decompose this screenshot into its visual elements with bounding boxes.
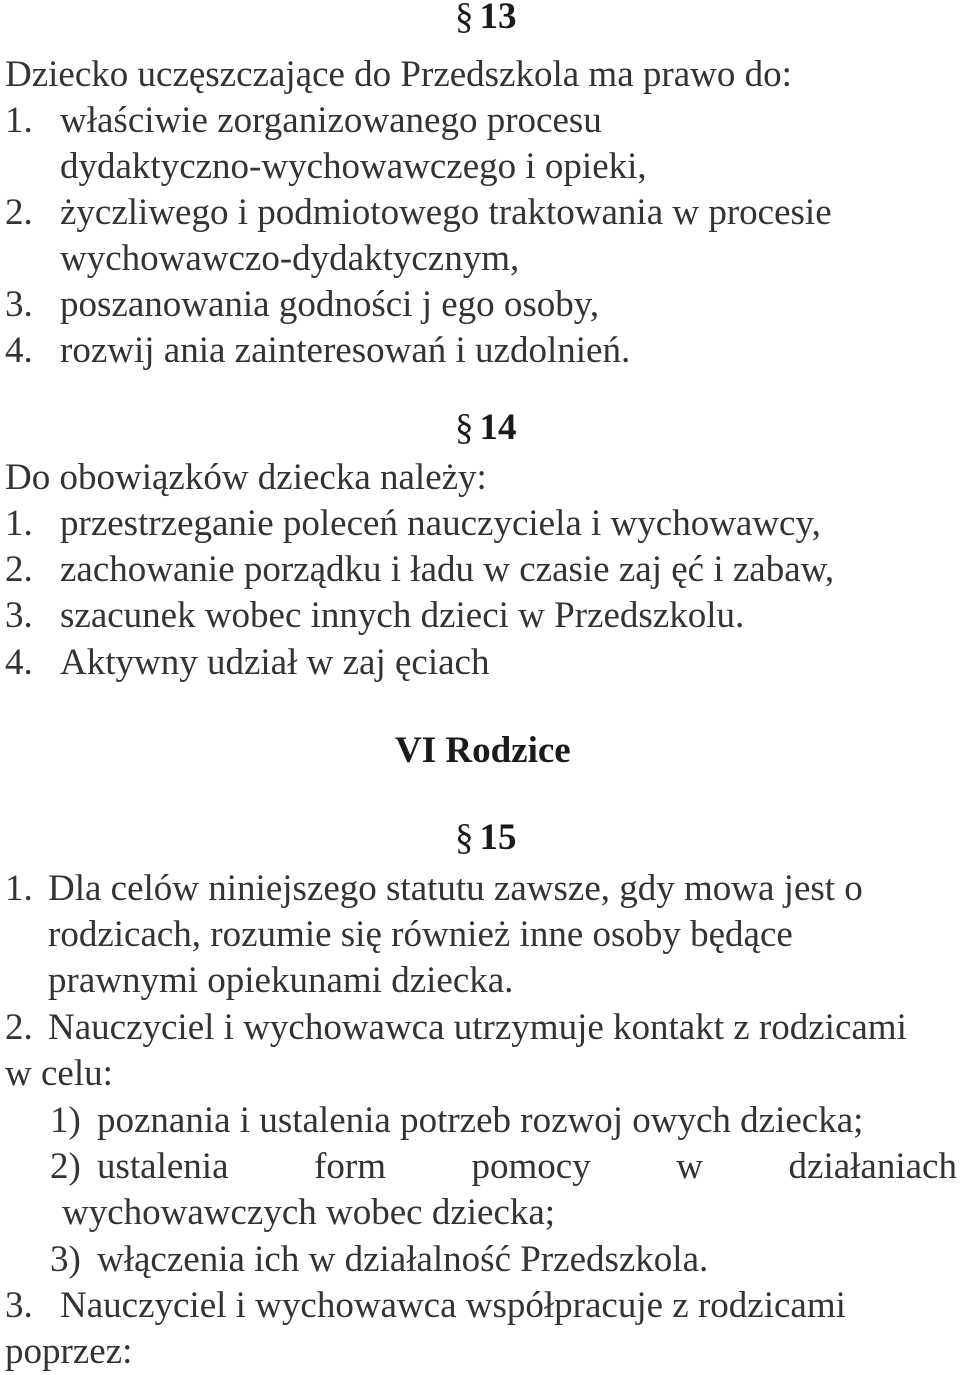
list-text: poszanowania godności j ego osoby, xyxy=(60,284,600,325)
word: form xyxy=(314,1146,386,1187)
paragraph-1 xyxy=(5,866,863,912)
list-number: 2. xyxy=(5,192,33,233)
section-symbol: § xyxy=(455,817,474,858)
chapter-title: VI Rodzice xyxy=(395,730,571,771)
list-text: przestrzeganie poleceń nauczyciela i wychowawcy, xyxy=(60,503,821,544)
list-item xyxy=(5,501,821,547)
list-text: właściwie zorganizowanego procesu xyxy=(60,100,602,141)
section-13-heading xyxy=(455,0,517,40)
section-symbol: § xyxy=(455,0,474,37)
section-symbol: § xyxy=(455,407,474,448)
sub-list-number: 2) xyxy=(50,1146,81,1187)
paragraph-number: 1. xyxy=(5,868,33,909)
list-number: 1. xyxy=(5,100,33,141)
sub-list-number: 1) xyxy=(50,1100,81,1141)
section-number: 15 xyxy=(479,817,517,858)
sub-list-text: włączenia ich w działalność Przedszkola. xyxy=(97,1239,709,1280)
list-number: 4. xyxy=(5,330,33,371)
list-item-continuation: dydaktyczno-wychowawczego i opieki, xyxy=(60,146,647,187)
sub-list-item xyxy=(50,1098,863,1144)
section-number: 13 xyxy=(479,0,517,37)
list-item xyxy=(5,190,832,236)
paragraph-2-line: w celu: xyxy=(5,1053,113,1094)
sub-list-item xyxy=(50,1237,708,1283)
list-text: Aktywny udział w zaj ęciach xyxy=(60,642,490,683)
sub-list-text: poznania i ustalenia potrzeb rozwoj owych dziecka; xyxy=(97,1100,864,1141)
section-number: 14 xyxy=(479,407,517,448)
paragraph-text: Nauczyciel i wychowawca utrzymuje kontakt z rodzicami xyxy=(48,1007,907,1048)
section-14-intro: Do obowiązków dziecka należy: xyxy=(5,457,487,498)
word: działaniach xyxy=(788,1146,957,1187)
sub-list-item-justified xyxy=(97,1144,957,1190)
list-text: życzliwego i podmiotowego traktowania w procesie xyxy=(60,192,832,233)
paragraph-text: Dla celów niniejszego statutu zawsze, gdy mowa jest o xyxy=(48,868,863,909)
list-item xyxy=(5,593,744,639)
paragraph-3 xyxy=(5,1283,846,1329)
section-14-heading xyxy=(455,405,517,451)
list-number: 4. xyxy=(5,642,33,683)
word: w xyxy=(676,1146,703,1187)
list-item xyxy=(5,282,599,328)
paragraph-1-line: prawnymi opiekunami dziecka. xyxy=(48,960,514,1001)
list-number: 1. xyxy=(5,503,33,544)
word: ustalenia xyxy=(97,1146,229,1187)
list-item xyxy=(5,98,602,144)
sub-list-number: 3) xyxy=(50,1239,81,1280)
word: pomocy xyxy=(471,1146,591,1187)
sub-list-continuation: wychowawczych wobec dziecka; xyxy=(62,1192,556,1233)
paragraph-number: 3. xyxy=(5,1285,33,1326)
list-text: rozwij ania zainteresowań i uzdolnień. xyxy=(60,330,631,371)
paragraph-number: 2. xyxy=(5,1007,33,1048)
list-item xyxy=(5,547,834,593)
paragraph-2 xyxy=(5,1005,907,1051)
list-item xyxy=(5,640,489,686)
list-text: szacunek wobec innych dzieci w Przedszkolu. xyxy=(60,595,745,636)
list-number: 3. xyxy=(5,284,33,325)
list-text: zachowanie porządku i ładu w czasie zaj ęć i zabaw, xyxy=(60,549,835,590)
section-13-intro: Dziecko uczęszczające do Przedszkola ma prawo do: xyxy=(5,54,792,95)
paragraph-3-line: poprzez: xyxy=(5,1331,133,1372)
list-number: 3. xyxy=(5,595,33,636)
list-item-continuation: wychowawczo-dydaktycznym, xyxy=(60,238,520,279)
paragraph-text: Nauczyciel i wychowawca współpracuje z rodzicami xyxy=(60,1285,846,1326)
list-number: 2. xyxy=(5,549,33,590)
section-15-heading xyxy=(455,815,517,861)
paragraph-1-line: rodzicach, rozumie się również inne osoby będące xyxy=(48,914,793,955)
list-item xyxy=(5,328,630,374)
